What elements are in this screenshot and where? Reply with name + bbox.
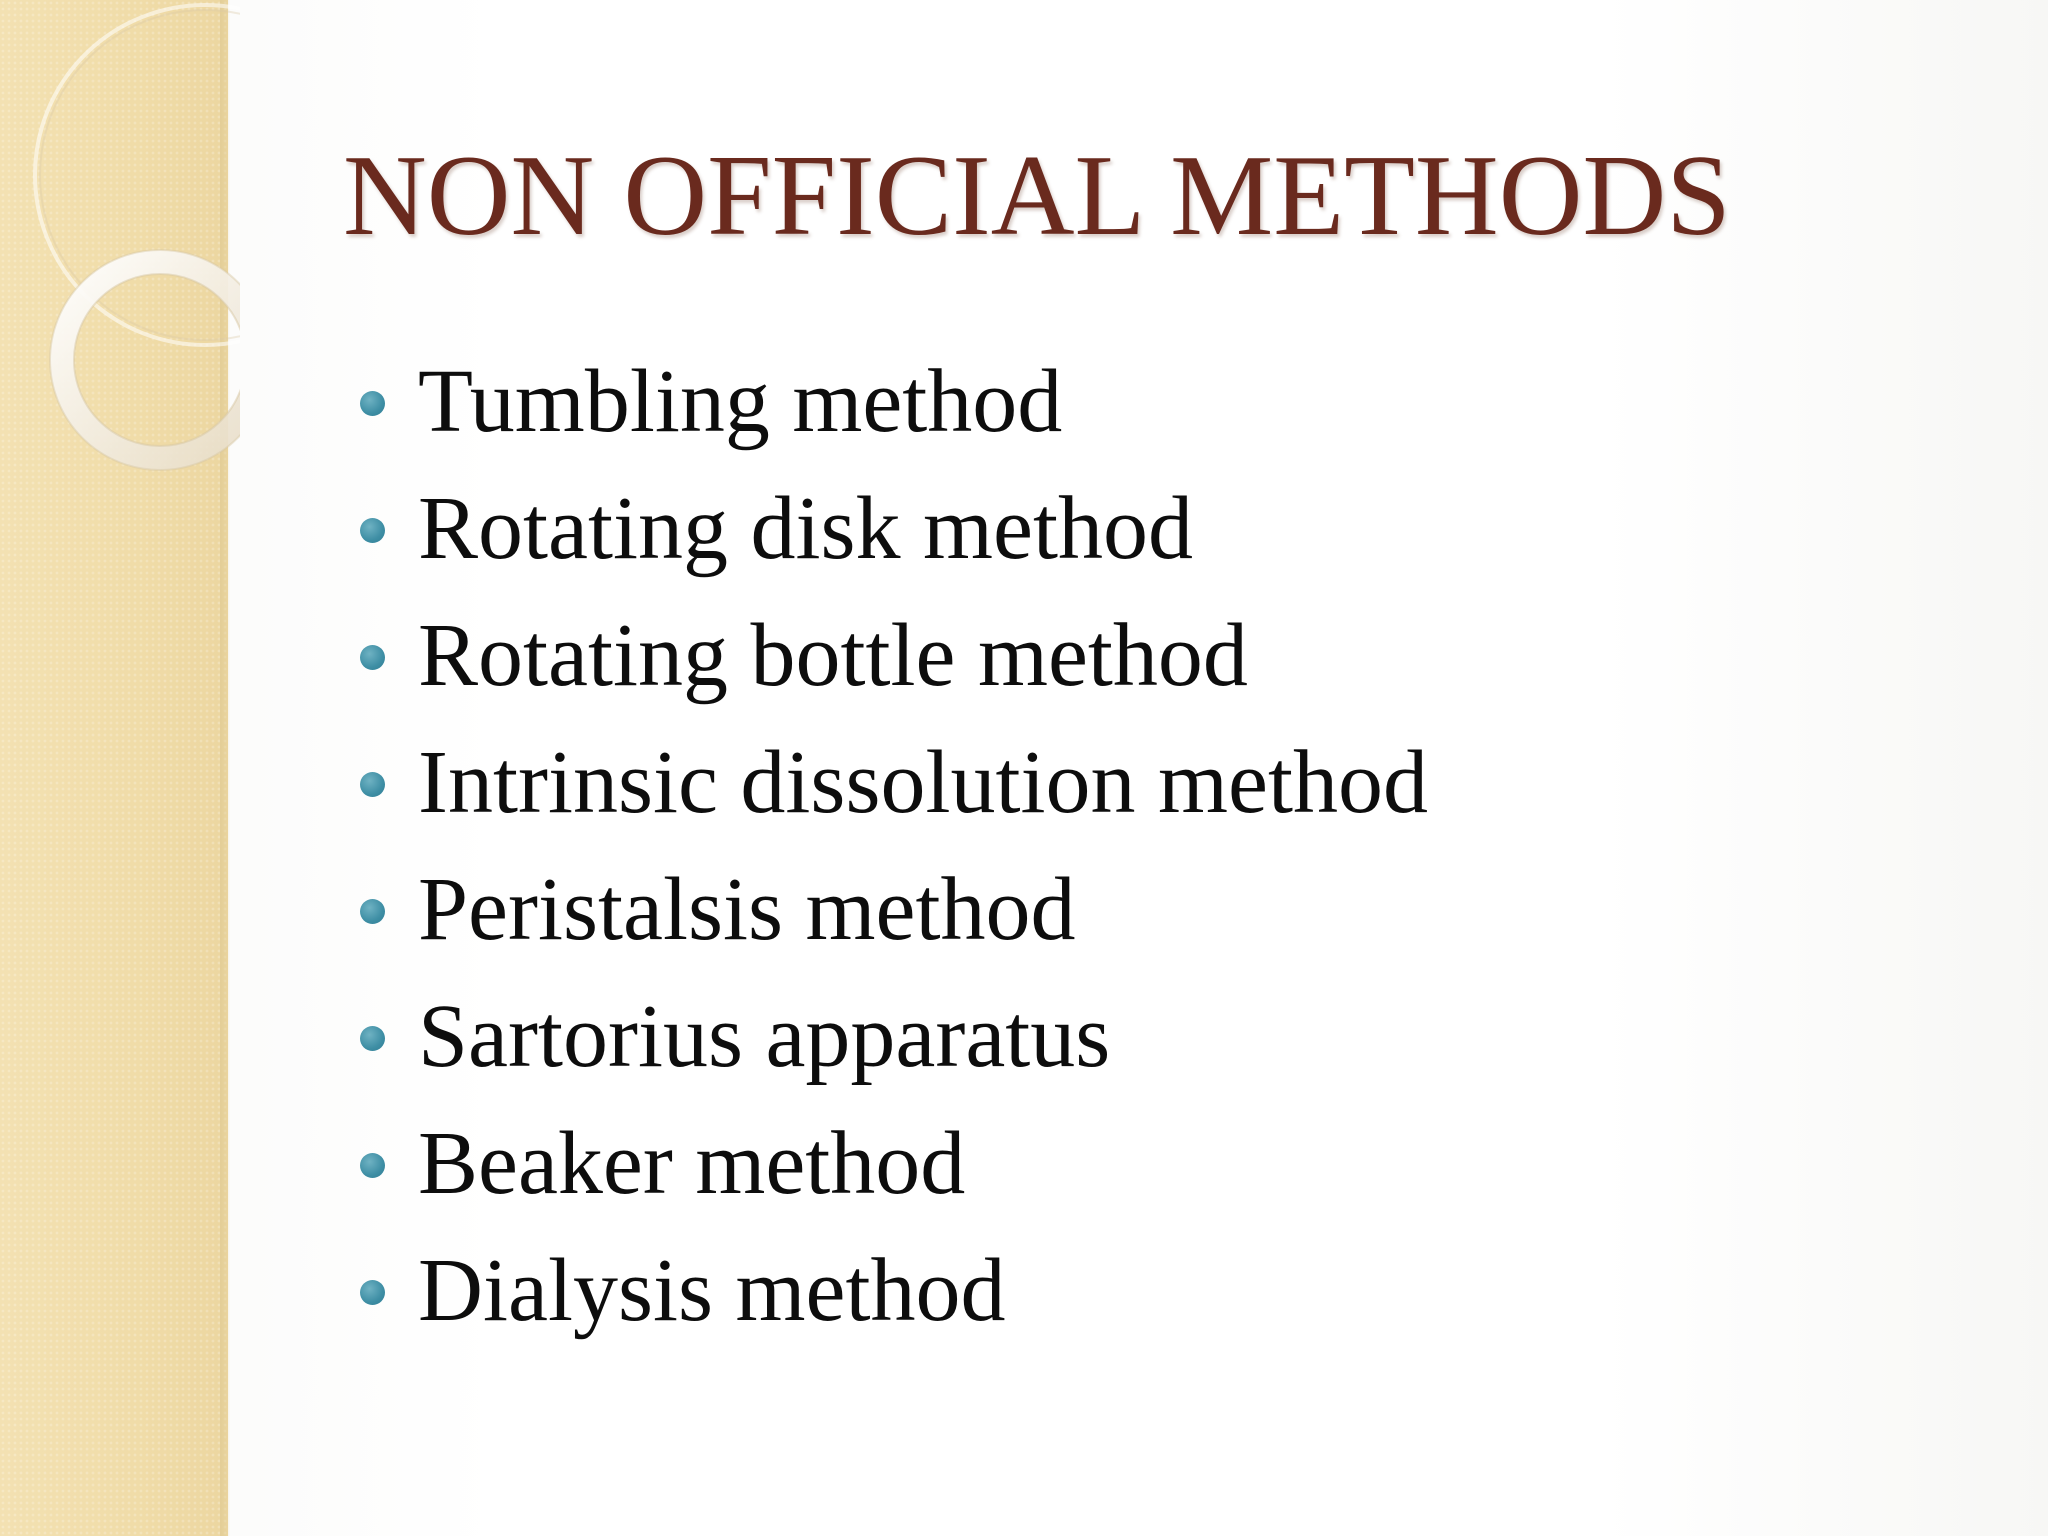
list-item xyxy=(360,338,1428,465)
bullet-dot-icon xyxy=(360,1026,385,1051)
bullet-text: Intrinsic dissolution method xyxy=(418,732,1428,832)
bullet-text: Tumbling method xyxy=(418,351,1063,451)
bullet-list xyxy=(360,338,1428,1354)
decorative-rings xyxy=(0,0,240,520)
slide-title: NON OFFICIAL METHODS xyxy=(343,132,1731,260)
bullet-text: Peristalsis method xyxy=(418,859,1076,959)
bullet-text: Dialysis method xyxy=(418,1240,1006,1340)
list-item xyxy=(360,592,1428,719)
bullet-dot-icon xyxy=(360,772,385,797)
list-item xyxy=(360,1227,1428,1354)
list-item xyxy=(360,1100,1428,1227)
list-item xyxy=(360,465,1428,592)
bullet-text: Rotating bottle method xyxy=(418,605,1248,705)
bullet-text: Beaker method xyxy=(418,1113,966,1213)
bullet-text: Sartorius apparatus xyxy=(418,986,1111,1086)
list-item xyxy=(360,719,1428,846)
bullet-dot-icon xyxy=(360,645,385,670)
list-item xyxy=(360,973,1428,1100)
bullet-dot-icon xyxy=(360,391,385,416)
bullet-dot-icon xyxy=(360,1153,385,1178)
bullet-dot-icon xyxy=(360,518,385,543)
list-item xyxy=(360,846,1428,973)
bullet-text: Rotating disk method xyxy=(418,478,1193,578)
bullet-dot-icon xyxy=(360,899,385,924)
bullet-dot-icon xyxy=(360,1280,385,1305)
